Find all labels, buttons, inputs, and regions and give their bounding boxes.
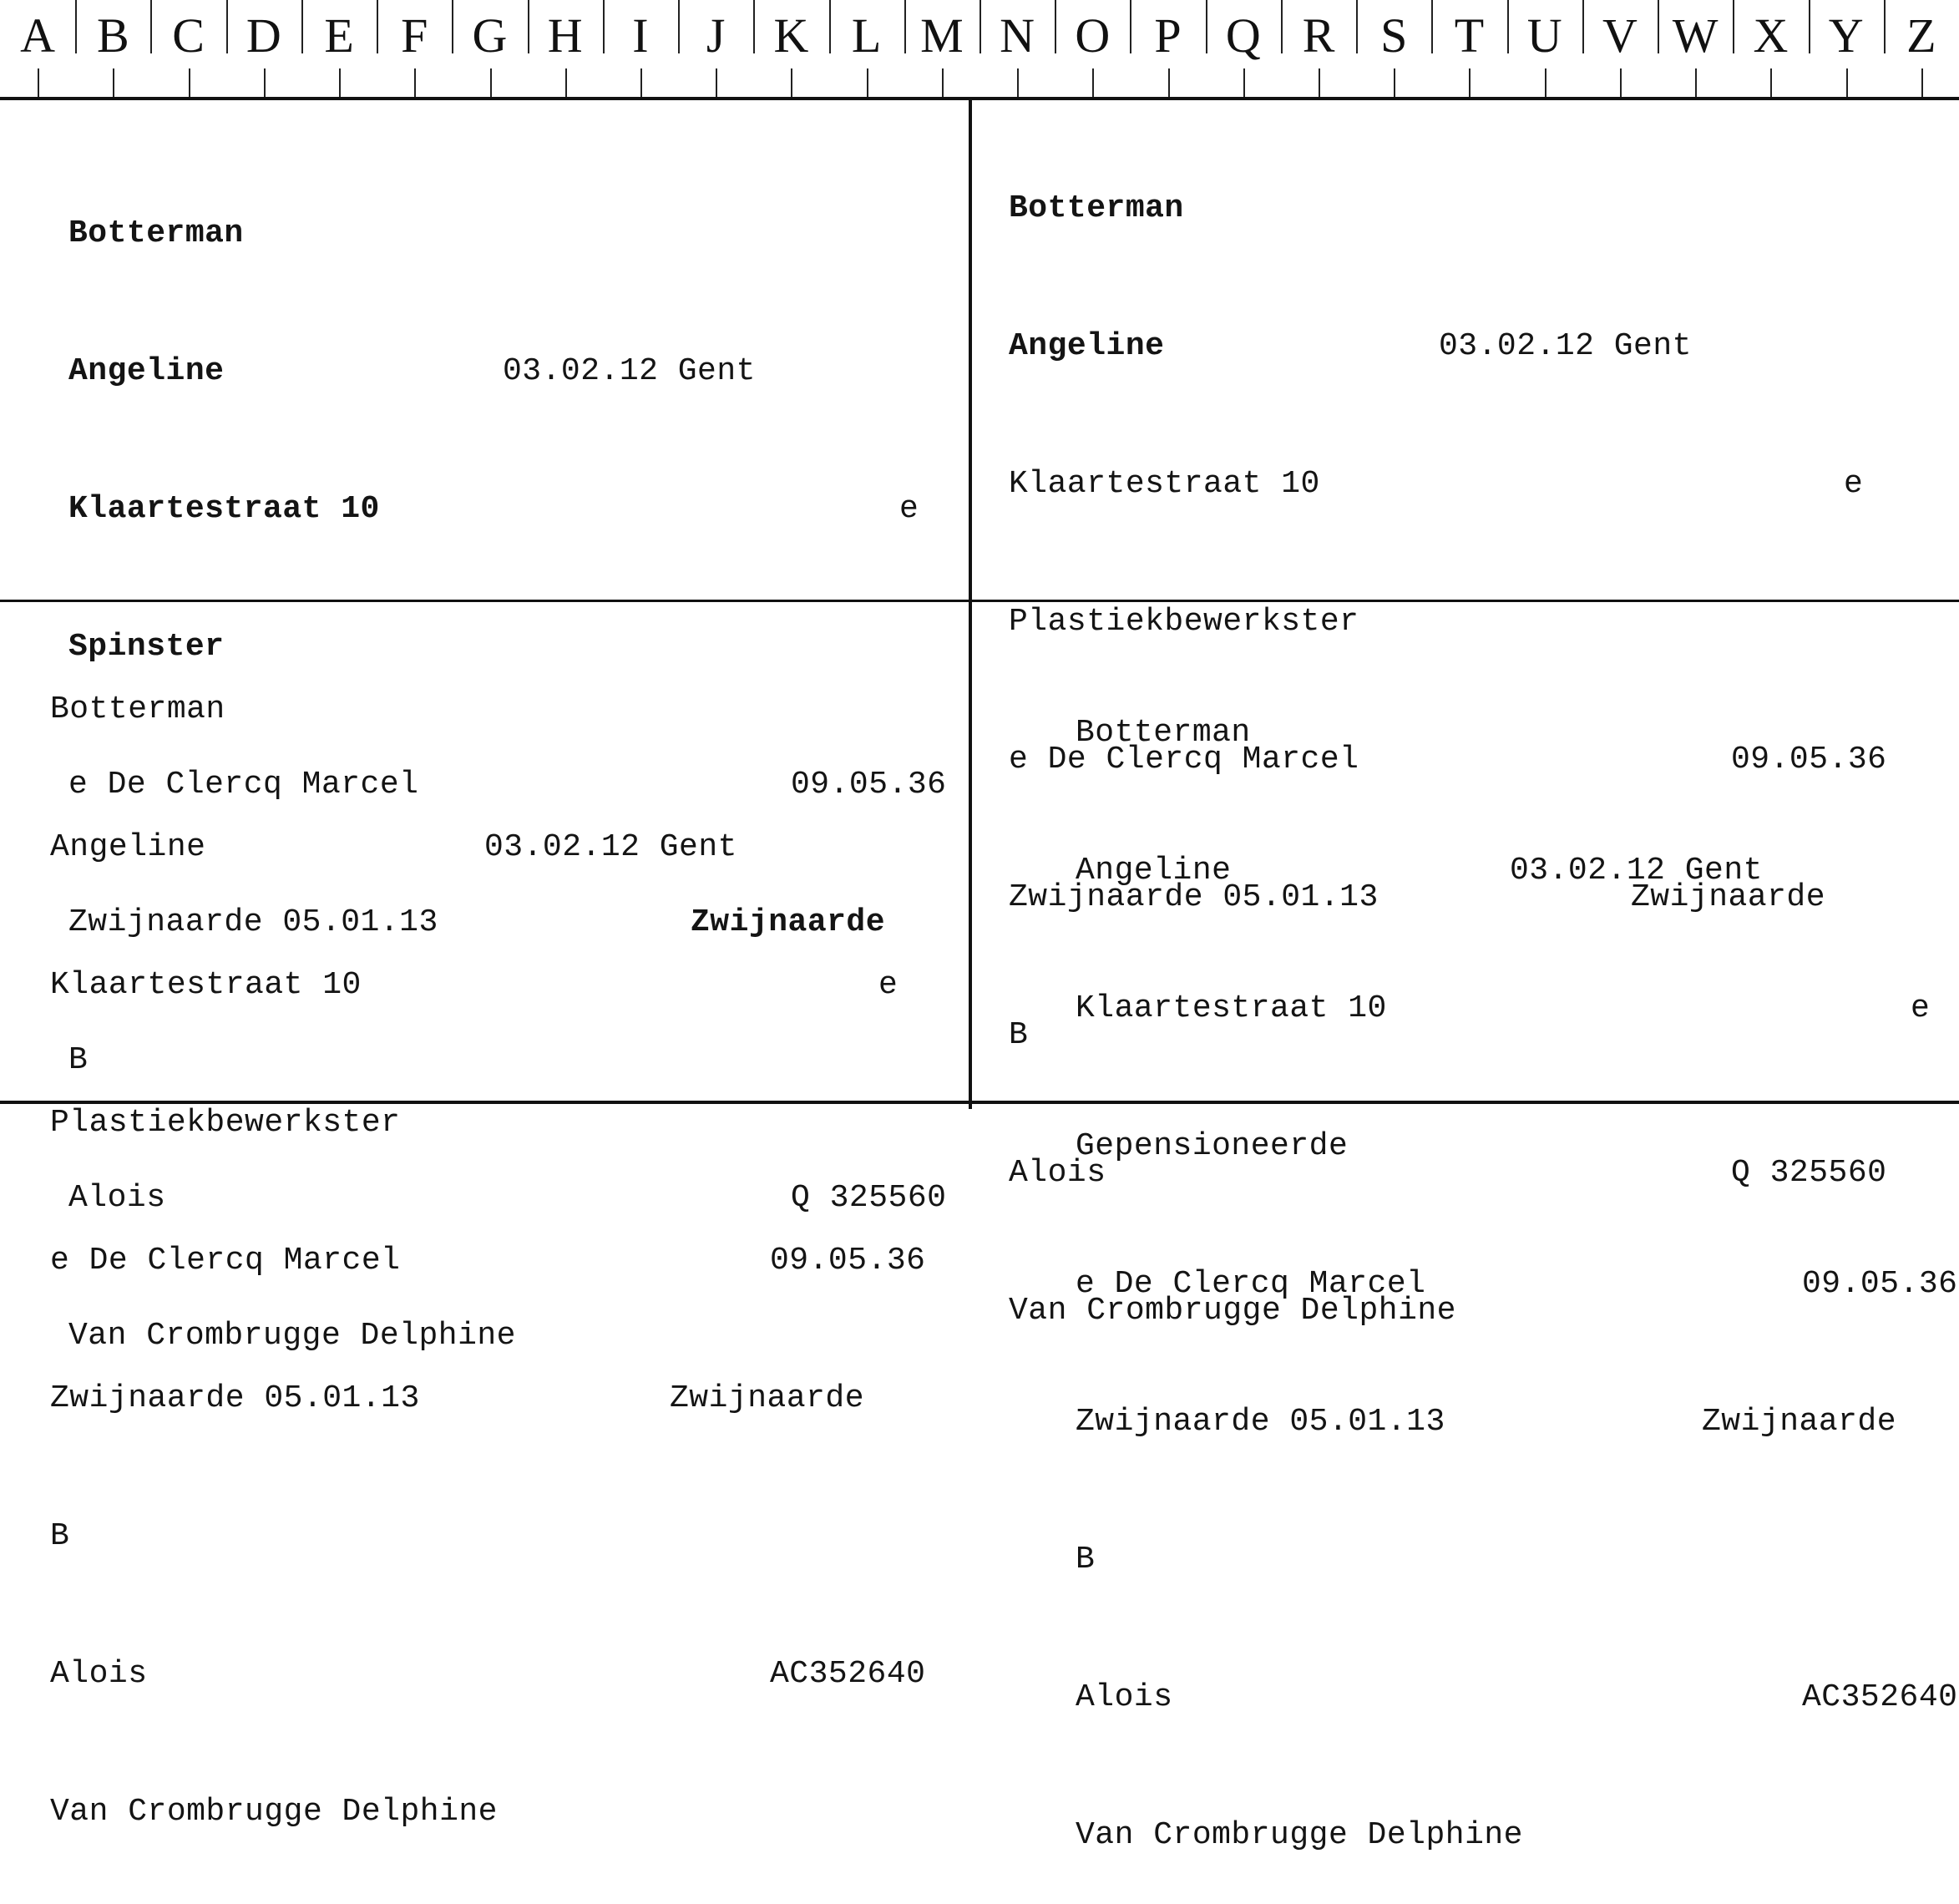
alphabet-letter-label: N [1000,8,1035,63]
card-firstname: Angeline [68,353,225,389]
card-occupation: Plastiekbewerkster [1009,604,1359,640]
card-occupation: Gepensioneerde [1076,1128,1349,1164]
card-date: 09.05.36 [1802,1266,1958,1302]
card-spouse: e De Clercq Marcel [1009,742,1359,777]
alphabet-separator [452,0,453,53]
alphabet-tick [264,68,266,97]
alphabet-letter-label: U [1526,8,1562,63]
card-number: AC352640 [770,1656,926,1692]
alphabet-tick [1545,68,1546,97]
alphabet-letter-label: D [246,8,281,63]
alphabet-letter-label: C [172,8,205,63]
card-date: 09.05.36 [770,1243,926,1279]
alphabet-letter-label: P [1154,8,1182,63]
alphabet-tick [189,68,190,97]
alphabet-tick [867,68,868,97]
alphabet-tick [1319,68,1320,97]
card-surname: Botterman [50,691,225,727]
alphabet-separator [75,0,77,53]
alphabet-tick [414,68,416,97]
alphabet-separator [377,0,378,53]
alphabet-separator [1507,0,1509,53]
card-code-letter: B [1009,1017,1029,1053]
alphabet-separator [1658,0,1659,53]
alphabet-tick [640,68,642,97]
card-mother: Van Crombrugge Delphine [1076,1817,1523,1853]
alphabet-tick [1243,68,1245,97]
card-firstname: Angeline [1009,328,1165,364]
card-street: Klaartestraat 10 [1076,990,1387,1026]
card-spouse: e De Clercq Marcel [50,1243,401,1279]
alphabet-tick [1092,68,1094,97]
alphabet-separator [1130,0,1131,53]
alphabet-letter-label: H [547,8,583,63]
card-date: 09.05.36 [1731,742,1887,777]
card-mother: Van Crombrugge Delphine [50,1794,498,1830]
alphabet-tick [113,68,114,97]
card-occupation: Plastiekbewerkster [50,1105,401,1141]
alphabet-letter-label: F [401,8,428,63]
alphabet-tick [1394,68,1395,97]
alphabet-letter-label: R [1302,8,1335,63]
card-spouse: e De Clercq Marcel [1076,1266,1426,1302]
alphabet-tick [339,68,341,97]
alphabet-tick [1770,68,1772,97]
alphabet-separator [150,0,152,53]
card-code-letter: B [68,1042,89,1078]
alphabet-separator [603,0,605,53]
alphabet-letter-label: Q [1225,8,1261,63]
alphabet-letter-label: G [472,8,508,63]
card-mother: Van Crombrugge Delphine [68,1318,516,1354]
vertical-divider [969,99,972,1109]
alphabet-letter-label: V [1602,8,1638,63]
alphabet-tick [942,68,944,97]
card-marriage: Zwijnaarde 05.01.13 [1009,879,1379,915]
alphabet-separator [528,0,529,53]
card-mark: e [878,967,899,1003]
alphabet-letter-label: I [632,8,649,63]
alphabet-letter-label: M [920,8,964,63]
alphabet-separator [1733,0,1734,53]
card-number: Q 325560 [1731,1155,1887,1191]
alphabet-tick [1620,68,1622,97]
alphabet-index-strip [0,0,1959,100]
card-occupation: Spinster [68,629,225,665]
card-place: Zwijnaarde [670,1380,865,1416]
card-number: AC352640 [1802,1679,1958,1715]
alphabet-separator [1356,0,1358,53]
card-code-letter: B [50,1518,70,1554]
card-marriage: Zwijnaarde 05.01.13 [50,1380,420,1416]
card-surname: Botterman [1076,715,1251,751]
card-birth: 03.02.12 Gent [1510,853,1763,889]
card-code-letter: B [1076,1542,1096,1577]
alphabet-tick [1168,68,1170,97]
alphabet-separator [1884,0,1886,53]
alphabet-separator [226,0,228,53]
card-street: Klaartestraat 10 [50,967,362,1003]
alphabet-letter-label: K [773,8,809,63]
card-father: Alois [68,1180,166,1216]
alphabet-separator [1281,0,1283,53]
alphabet-letter-label: T [1454,8,1485,63]
card-place: Zwijnaarde [691,904,886,940]
card-place: Zwijnaarde [1631,879,1826,915]
alphabet-letter-label: L [851,8,882,63]
alphabet-separator [1582,0,1584,53]
alphabet-letter-label: B [96,8,129,63]
alphabet-separator [1206,0,1207,53]
alphabet-letter-label: E [324,8,354,63]
alphabet-letter-label: S [1380,8,1408,63]
alphabet-separator [1809,0,1810,53]
alphabet-tick [565,68,567,97]
card-father: Alois [1076,1679,1173,1715]
alphabet-tick [1017,68,1019,97]
alphabet-letter-label: Y [1828,8,1864,63]
alphabet-letter-label: A [20,8,56,63]
card-date: 09.05.36 [791,767,947,803]
card-mark: e [1911,990,1931,1026]
alphabet-letter-label: Z [1906,8,1936,63]
card-firstname: Angeline [1076,853,1232,889]
alphabet-tick [1695,68,1697,97]
alphabet-separator [904,0,906,53]
card-surname: Botterman [1009,190,1184,226]
alphabet-separator [1431,0,1433,53]
card-mother: Van Crombrugge Delphine [1009,1293,1456,1329]
alphabet-tick [1921,68,1923,97]
card-firstname: Angeline [50,829,206,865]
alphabet-separator [829,0,831,53]
alphabet-separator [1055,0,1056,53]
alphabet-tick [38,68,39,97]
card-birth: 03.02.12 Gent [484,829,737,865]
card-number: Q 325560 [791,1180,947,1216]
card-mark: e [899,491,919,527]
card-marriage: Zwijnaarde 05.01.13 [1076,1404,1445,1440]
alphabet-letter-label: O [1075,8,1111,63]
alphabet-letter-label: W [1672,8,1719,63]
alphabet-separator [678,0,680,53]
card-father: Alois [50,1656,148,1692]
alphabet-tick [791,68,792,97]
card-street: Klaartestraat 10 [68,491,380,527]
card-spouse: e De Clercq Marcel [68,767,419,803]
card-mark: e [1844,466,1864,502]
alphabet-letter-label: J [706,8,726,63]
card-street: Klaartestraat 10 [1009,466,1320,502]
alphabet-tick [490,68,492,97]
alphabet-tick [1469,68,1471,97]
card-birth: 03.02.12 Gent [1439,328,1692,364]
alphabet-tick [1846,68,1848,97]
card-surname: Botterman [68,215,244,251]
alphabet-tick [716,68,717,97]
card-place: Zwijnaarde [1702,1404,1897,1440]
alphabet-letter-label: X [1753,8,1789,63]
card-marriage: Zwijnaarde 05.01.13 [68,904,438,940]
card-birth: 03.02.12 Gent [503,353,756,389]
alphabet-separator [980,0,981,53]
alphabet-separator [753,0,755,53]
alphabet-separator [301,0,303,53]
card-father: Alois [1009,1155,1106,1191]
